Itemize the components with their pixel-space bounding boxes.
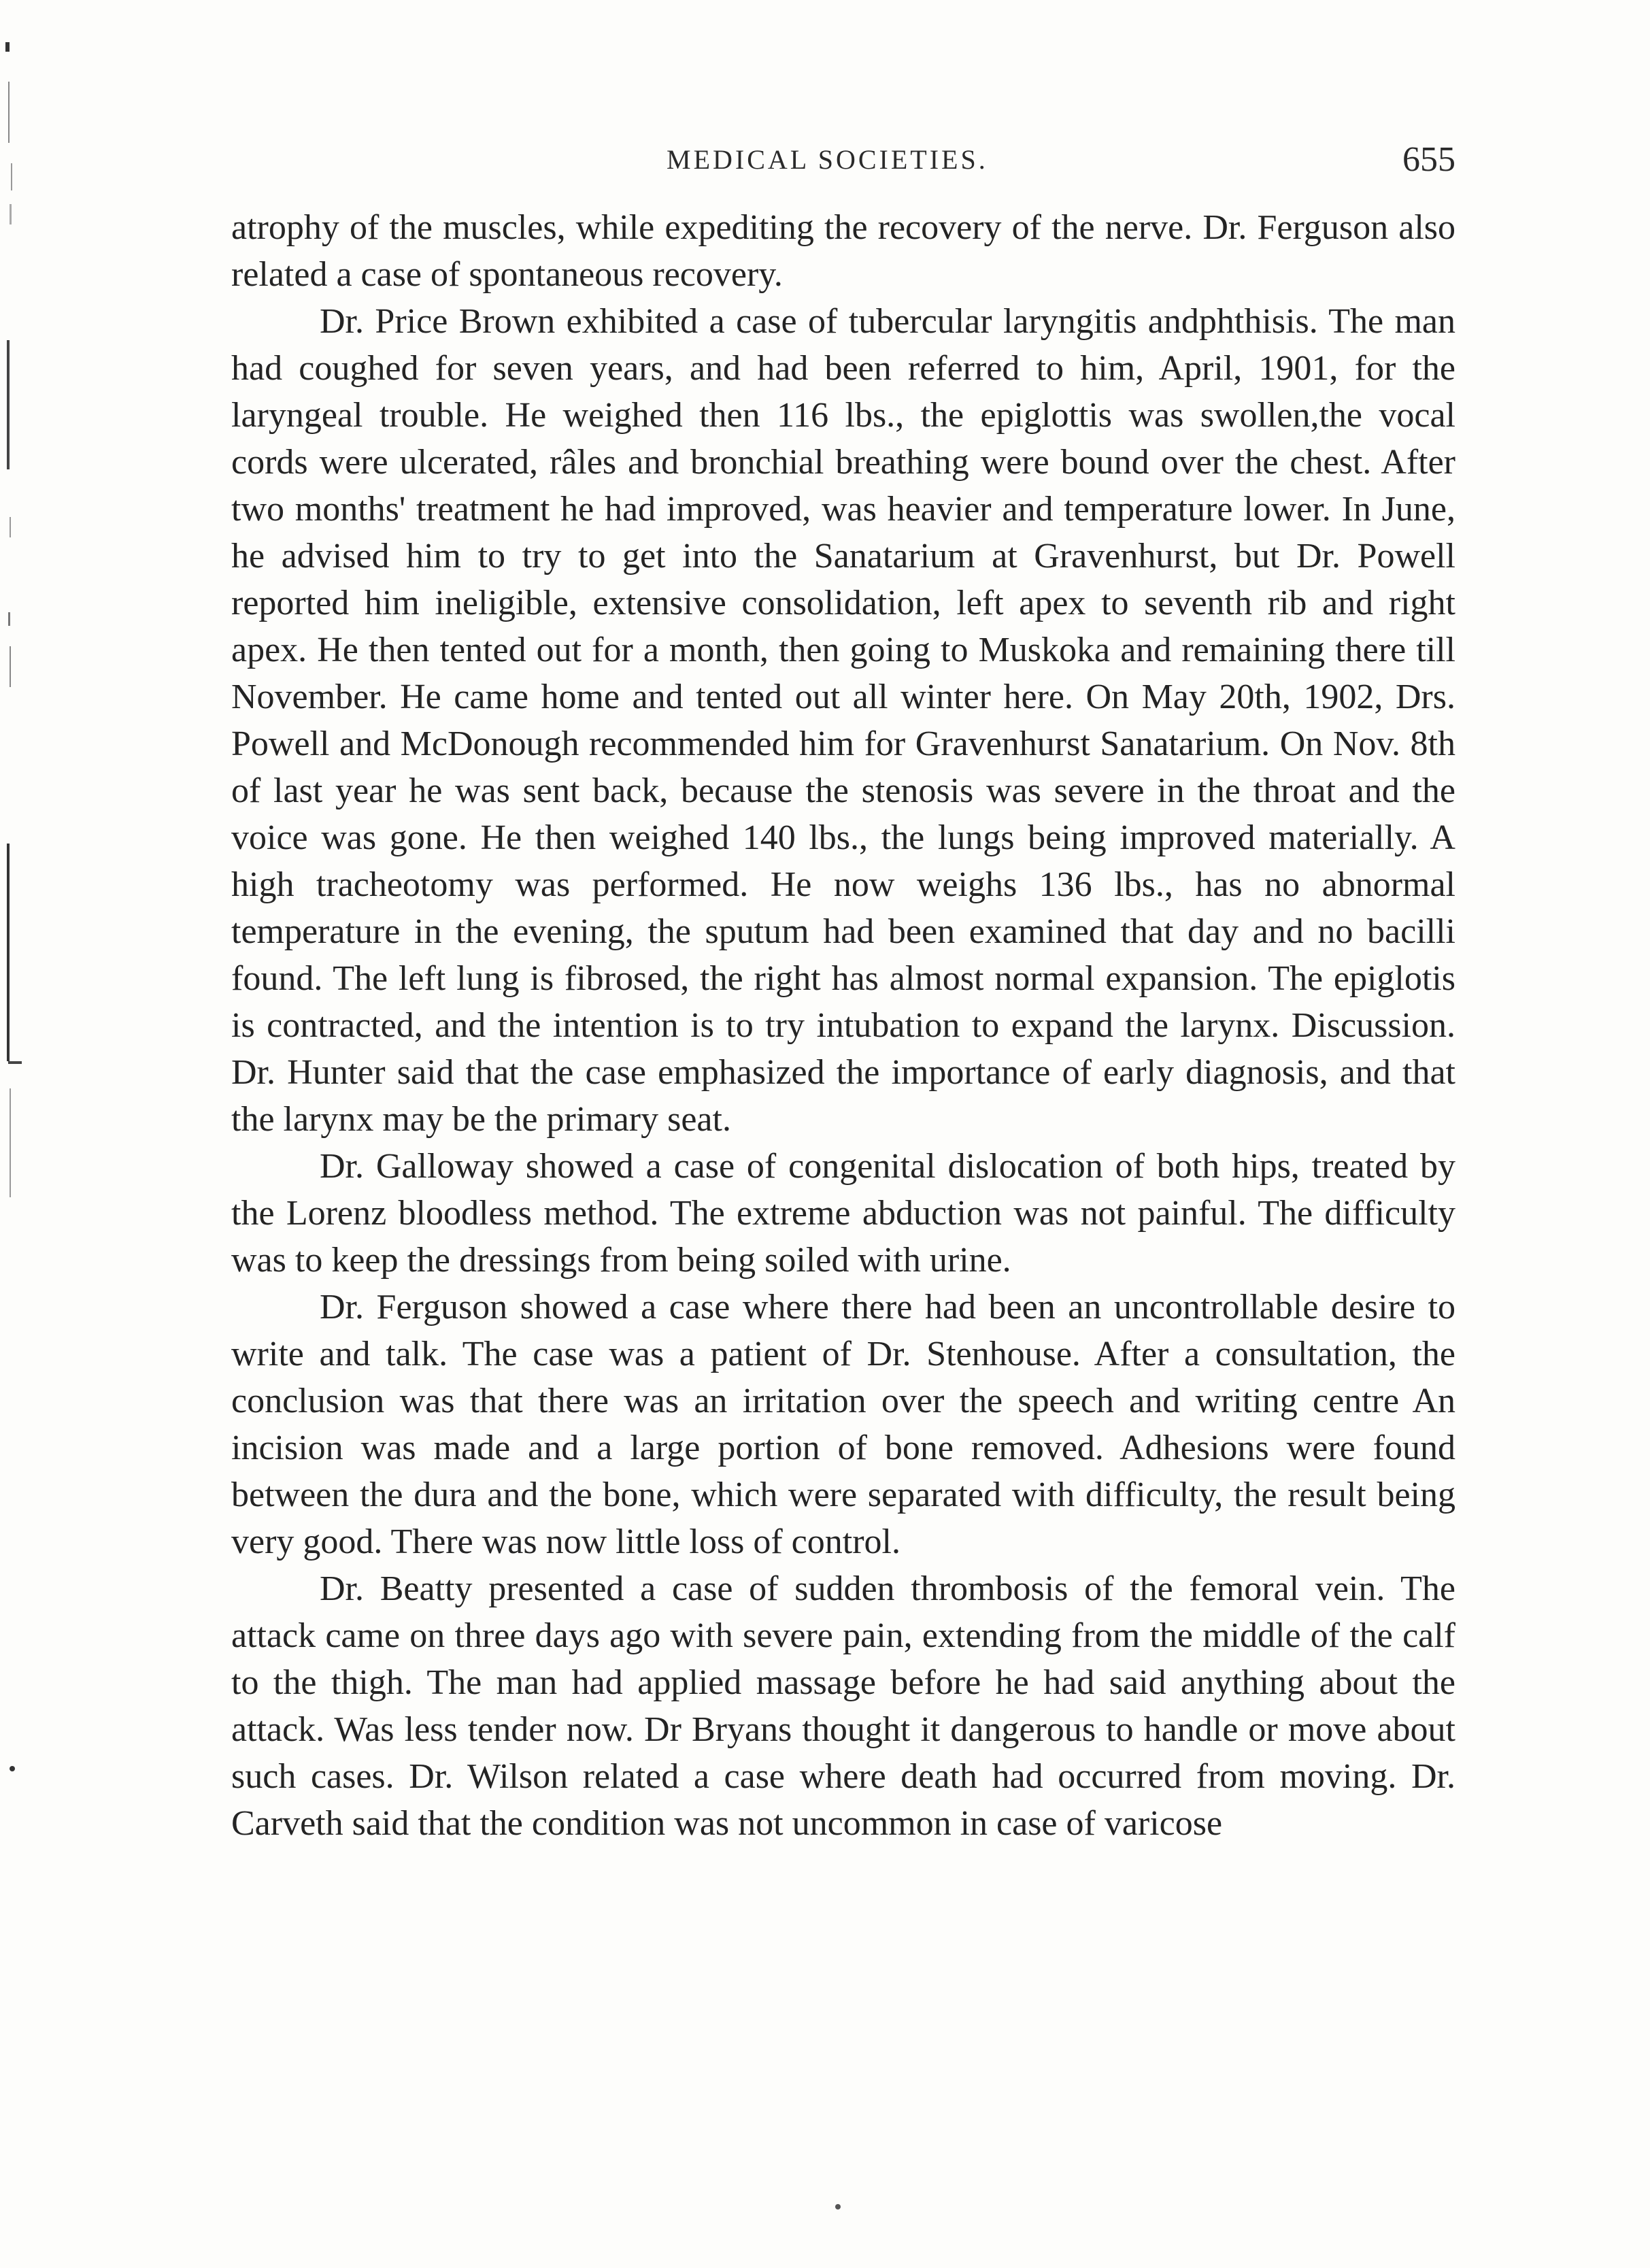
running-head: MEDICAL SOCIETIES. bbox=[667, 144, 988, 175]
print-mark bbox=[835, 2204, 841, 2209]
paragraph-ferguson: Dr. Ferguson showed a case where there had been an uncontrollable desire to write and talk. The case was a patient of Dr. Stenhouse. After a consultation, the conclusion was that there was an irritation over the speech and writing centre An incision was made and a large portion of bone removed. Adhesions were found between the dura and the bone, which were separated with difficulty, the result being very good. There was now little loss of control. bbox=[231, 1288, 1455, 1561]
paragraph-atrophy: atrophy of the muscles, while expediting the recovery of the nerve. Dr. Ferguson also related a case of spontaneous recovery. bbox=[231, 208, 1455, 294]
paragraph-beatty: Dr. Beatty presented a case of sudden thrombosis of the femoral vein. The attack came on three days ago with severe pain, extending from the middle of the calf to the thigh. The man had applied massage before he had said anything about the attack. Was less tender now. Dr Bryans thought it dangerous to handle or move about such cases. Dr. Wilson related a case where death had occurred from moving. Dr. Carveth said that the condition was not uncommon in case of varicose bbox=[231, 1569, 1455, 1843]
page-header bbox=[231, 139, 1455, 187]
paragraph-price-brown: Dr. Price Brown exhibited a case of tubercular laryngitis andphthisis. The man had coughed for seven years, and had been referred to him, April, 1901, for the laryngeal trouble. He weighed then 116 lbs., the epiglottis was swollen,the vocal cords were ulcerated, râles and bronchial breathing were bound over the chest. After two months' treatment he had improved, was heavier and temperature lower. In June, he advised him to try to get into the Sanatarium at Gravenhurst, but Dr. Powell reported him ineligible, extensive consolidation, left apex to seventh rib and right apex. He then tented out for a month, then going to Muskoka and remaining there till November. He came home and tented out all winter here. On May 20th, 1902, Drs. Powell and McDonough recommended him for Gravenhurst Sanatarium. On Nov. 8th of last year he was sent back, because the stenosis was severe in the throat and the voice was gone. He then weighed 140 lbs., the lungs being improved materially. A high tracheotomy was performed. He now weighs 136 lbs., has no abnormal temperature in the evening, the sputum had been examined that day and no bacilli found. The left lung is fibrosed, the right has almost normal expansion. The epiglotis is contracted, and the intention is to try intubation to expand the larynx. Discussion. Dr. Hunter said that the case emphasized the importance of early diagnosis, and that the larynx may be the primary seat. bbox=[231, 302, 1455, 1139]
scan-edge-artifacts bbox=[0, 0, 41, 2268]
page-number: 655 bbox=[1402, 140, 1455, 179]
article-body bbox=[231, 204, 1455, 1847]
paragraph-galloway: Dr. Galloway showed a case of congenital dislocation of both hips, treated by the Lorenz bloodless method. The extreme abduction was not painful. The difficulty was to keep the dressings from being soiled with urine. bbox=[231, 1147, 1455, 1280]
